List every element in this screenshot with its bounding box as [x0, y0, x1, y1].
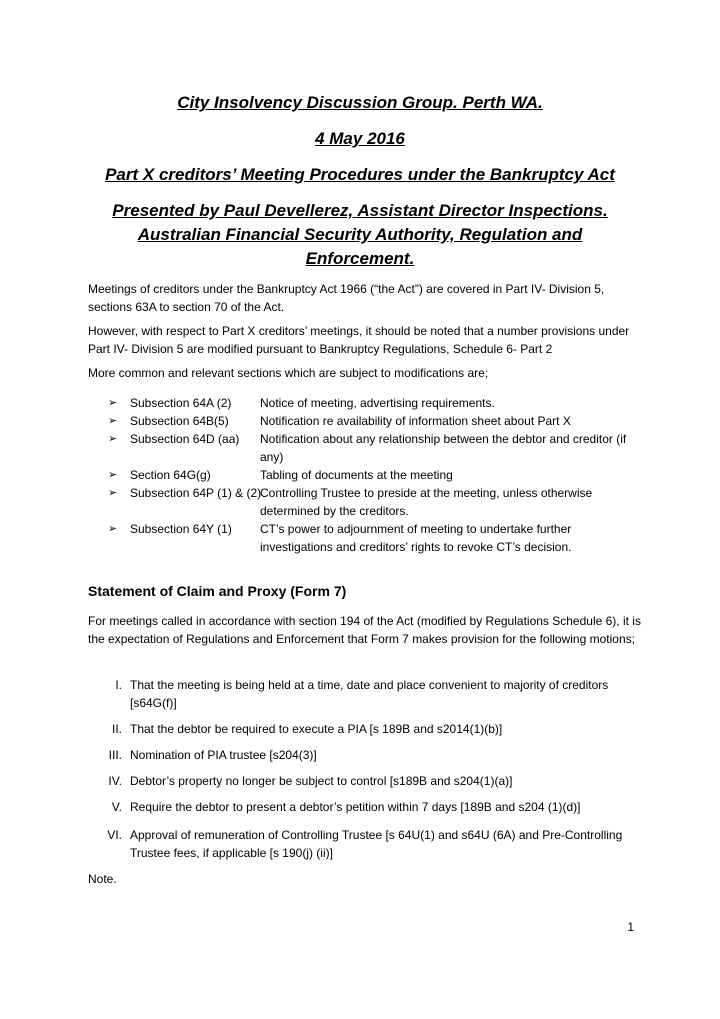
bullet-section-label: Section 64G(g) [130, 468, 211, 482]
bullet-section-label: Subsection 64D (aa) [130, 432, 240, 446]
bullet-description: Notification about any relationship between the debtor and creditor (if any) [260, 432, 627, 464]
motion-number: III. [108, 748, 122, 762]
motion-number: V. [111, 800, 122, 814]
motion-number: IV. [108, 774, 122, 788]
arrow-bullet-icon: ➢ [108, 397, 118, 409]
bullet-description: Tabling of documents at the meeting [260, 468, 453, 482]
bullet-section-label: Subsection 64B(5) [130, 414, 229, 428]
bullet-section-label: Subsection 64A (2) [130, 396, 232, 410]
motion-text: Debtor’s property no longer be subject to control [s189B and s204(1)(a)] [130, 774, 513, 788]
heading-presenter: Presented by Paul Devellerez, Assistant Director Inspections. [112, 201, 608, 220]
page-number: 1 [627, 920, 634, 934]
arrow-bullet-icon: ➢ [108, 523, 118, 535]
motion-number: VI. [107, 828, 122, 842]
bullet-description: Controlling Trustee to preside at the meeting, unless otherwise determined by the creditors. [260, 486, 593, 518]
bullet-section-label: Subsection 64Y (1) [130, 522, 232, 536]
section-intro: For meetings called in accordance with section 194 of the Act (modified by Regulations Schedule 6), it is the expectation of Regulations and Enforcement that Form 7 makes provision for the following motions; [88, 614, 641, 646]
paragraph-meetings: Meetings of creditors under the Bankruptcy Act 1966 (“the Act”) are covered in Part IV- Division 5, sections 63A to section 70 of the Act. [88, 282, 605, 314]
motion-number: I. [115, 678, 122, 692]
bullet-description: Notification re availability of information sheet about Part X [260, 414, 571, 428]
paragraph-common-sections: More common and relevant sections which are subject to modifications are; [88, 366, 489, 380]
arrow-bullet-icon: ➢ [108, 433, 118, 445]
heading-authority: Australian Financial Security Authority, Regulation and [137, 225, 583, 244]
motion-text: That the meeting is being held at a time, date and place convenient to majority of creditors [s64G(f)] [130, 678, 609, 710]
arrow-bullet-icon: ➢ [108, 487, 118, 499]
note-label: Note. [88, 872, 117, 886]
heading-enforcement: Enforcement. [305, 249, 415, 268]
motion-text: That the debtor be required to execute a PIA [s 189B and s2014(1)(b)] [130, 722, 503, 736]
heading-date: 4 May 2016 [315, 129, 405, 148]
bullet-section-label: Subsection 64P (1) & (2) [130, 486, 262, 500]
heading-topic: Part X creditors’ Meeting Procedures under the Bankruptcy Act [105, 165, 615, 184]
motion-text: Approval of remuneration of Controlling Trustee [s 64U(1) and s64U (6A) and Pre-Controlling Trustee fees, if applicable [s 190(j) (ii)] [130, 828, 623, 860]
heading-group-title: City Insolvency Discussion Group. Perth WA. [177, 93, 543, 112]
arrow-bullet-icon: ➢ [108, 469, 118, 481]
motion-text: Nomination of PIA trustee [s204(3)] [130, 748, 317, 762]
motion-text: Require the debtor to present a debtor’s petition within 7 days [189B and s204 (1)(d)] [130, 800, 581, 814]
section-title: Statement of Claim and Proxy (Form 7) [88, 583, 347, 599]
bullet-description: Notice of meeting, advertising requirements. [260, 396, 495, 410]
arrow-bullet-icon: ➢ [108, 415, 118, 427]
bullet-description: CT’s power to adjournment of meeting to undertake further investigations and creditors’ rights to revoke CT’s decision. [260, 522, 572, 554]
motion-number: II. [111, 722, 122, 736]
paragraph-modifications: However, with respect to Part X creditors’ meetings, it should be noted that a number provisions under Part IV- Division 5 are modified pursuant to Bankruptcy Regulations, Schedule 6- Part 2 [88, 324, 630, 356]
